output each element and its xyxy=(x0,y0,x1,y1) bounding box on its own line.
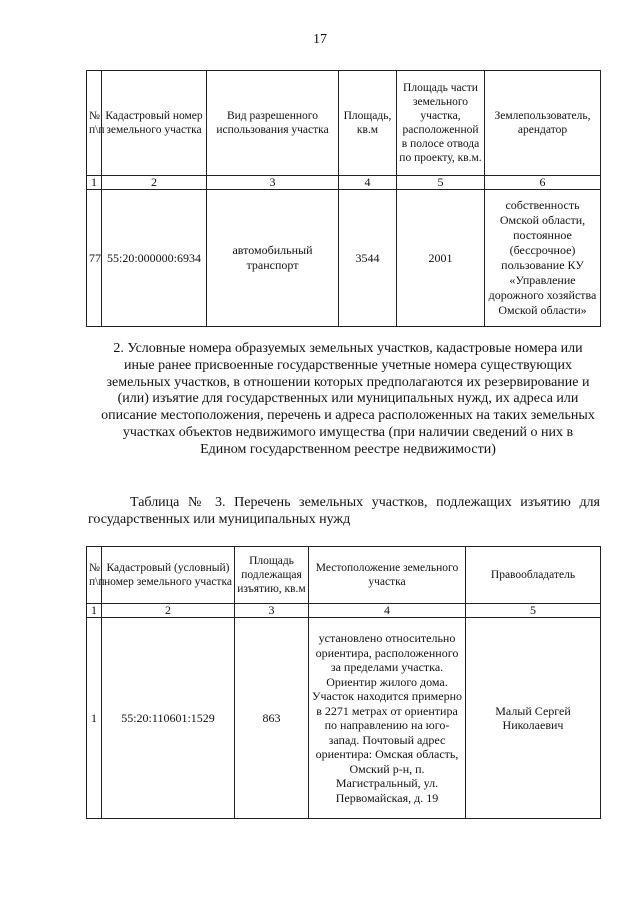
column-number: 4 xyxy=(339,176,397,190)
header-area-in-strip: Площадь части земельного участка, расположенной в полосе отвода по проекту, кв.м. xyxy=(397,71,485,176)
table-row xyxy=(87,190,601,327)
header-land-user: Землепользователь, арендатор xyxy=(485,71,601,176)
header-row-number: № п\п xyxy=(87,547,102,604)
land-user: собственность Омской области, постоянное (бессрочное) пользование КУ «Управление дорожного хозяйства Омской области» xyxy=(485,190,601,327)
header-cadastral-number: Кадастровый номер земельного участка xyxy=(102,71,207,176)
cadastral-number: 55:20:000000:6934 xyxy=(102,190,207,327)
header-cadastral-number: Кадастровый (условный) номер земельного участка xyxy=(102,547,235,604)
column-number: 1 xyxy=(87,604,102,618)
area-in-strip: 2001 xyxy=(397,190,485,327)
column-number: 2 xyxy=(102,176,207,190)
column-number: 4 xyxy=(309,604,466,618)
column-number: 6 xyxy=(485,176,601,190)
column-number: 5 xyxy=(466,604,601,618)
row-number: 1 xyxy=(87,618,102,819)
header-seized-area: Площадь подлежащая изъятию, кв.м xyxy=(235,547,309,604)
section-paragraph: 2. Условные номера образуемых земельных участков, кадастровые номера или иные ранее присвоенные государственные учетные номера существующих земельных участков, в отношении которых предполагаются их резервирование и (или) изъятие для государственных или муниципальных нужд, их адреса или описание местоположения, перечень и адреса расположенных на таких земельных участках объектов недвижимого имущества (при наличии сведений о них в Едином государственном реестре недвижимости) xyxy=(101,341,595,457)
row-number: 77 xyxy=(87,190,102,327)
land-plot-table-continued xyxy=(86,70,601,327)
header-owner: Правообладатель xyxy=(466,547,601,604)
header-location: Местоположение земельного участка xyxy=(309,547,466,604)
seizure-plots-table xyxy=(86,546,601,819)
header-permitted-use: Вид разрешенного использования участка xyxy=(207,71,339,176)
location: установлено относительно ориентира, расположенного за пределами участка. Ориентир жилого дома. Участок находится примерно в 2271 метрах от ориентира по направлению на юго-запад. Почтовый адрес ориентира: Омская область, Омский р-н, п. Магистральный, ул. Первомайская, д. 19 xyxy=(309,618,466,819)
page-number: 17 xyxy=(313,32,327,47)
table-caption: Таблица № 3. Перечень земельных участков, подлежащих изъятию для государственных или муниципальных нужд xyxy=(88,495,600,527)
header-area: Площадь, кв.м xyxy=(339,71,397,176)
column-number: 3 xyxy=(235,604,309,618)
area: 3544 xyxy=(339,190,397,327)
column-number: 3 xyxy=(207,176,339,190)
column-number: 2 xyxy=(102,604,235,618)
header-row-number: № п\п xyxy=(87,71,102,176)
cadastral-number: 55:20:110601:1529 xyxy=(102,618,235,819)
seized-area: 863 xyxy=(235,618,309,819)
column-number: 1 xyxy=(87,176,102,190)
owner: Малый Сергей Николаевич xyxy=(466,618,601,819)
table-row xyxy=(87,618,601,819)
permitted-use: автомобильный транспорт xyxy=(207,190,339,327)
column-number: 5 xyxy=(397,176,485,190)
